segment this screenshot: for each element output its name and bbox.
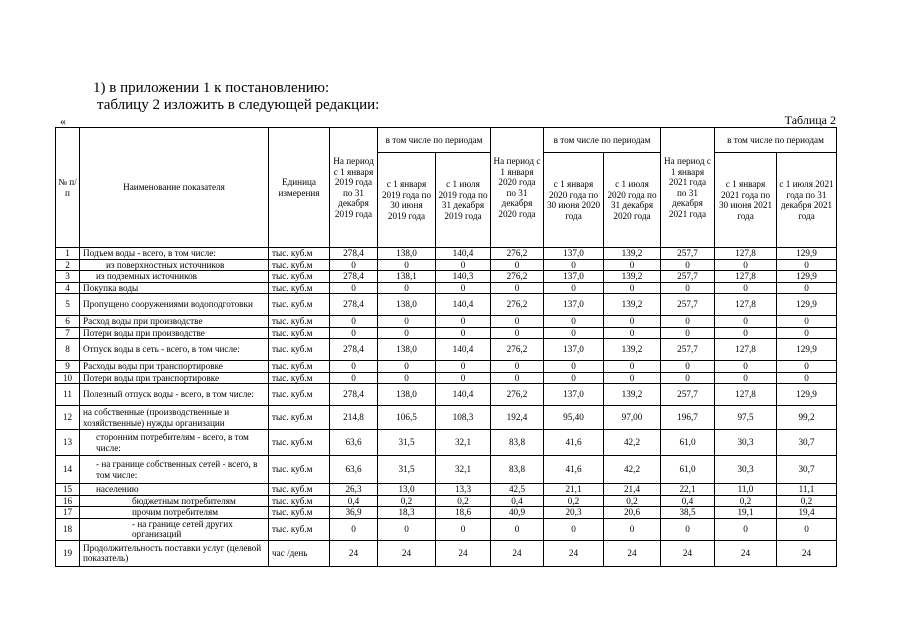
row-value: 127,8 <box>715 339 777 361</box>
row-value: 32,1 <box>436 430 491 456</box>
row-number: 10 <box>56 372 80 384</box>
row-value: 196,7 <box>661 406 715 430</box>
row-value: 0 <box>544 259 604 271</box>
row-value: 0 <box>491 361 544 373</box>
row-value: 24 <box>604 540 661 566</box>
row-unit: тыс. куб.м <box>269 327 330 339</box>
row-number: 12 <box>56 406 80 430</box>
row-value: 0 <box>436 259 491 271</box>
row-value: 97,00 <box>604 406 661 430</box>
row-value: 0 <box>436 316 491 328</box>
row-value: 140,4 <box>436 294 491 316</box>
row-value: 0 <box>604 361 661 373</box>
row-value: 0 <box>436 361 491 373</box>
row-name: из подземных источников <box>80 271 269 283</box>
row-unit: тыс. куб.м <box>269 316 330 328</box>
row-value: 24 <box>544 540 604 566</box>
row-name: Отпуск воды в сеть - всего, в том числе: <box>80 339 269 361</box>
row-number: 6 <box>56 316 80 328</box>
row-value: 42,2 <box>604 430 661 456</box>
table-row <box>56 282 837 294</box>
row-value: 0 <box>491 518 544 540</box>
row-value: 99,2 <box>777 406 837 430</box>
row-unit: тыс. куб.м <box>269 495 330 507</box>
row-value: 0,4 <box>661 495 715 507</box>
row-value: 0 <box>330 361 378 373</box>
row-name: бюджетным потребителям <box>80 495 269 507</box>
row-name: - на границе сетей других организаций <box>80 518 269 540</box>
row-value: 13,0 <box>378 484 436 496</box>
row-value: 0,2 <box>777 495 837 507</box>
row-value: 137,0 <box>544 339 604 361</box>
row-value: 140,4 <box>436 384 491 406</box>
row-value: 36,9 <box>330 507 378 519</box>
header-name: Наименование показателя <box>80 128 269 248</box>
row-value: 257,7 <box>661 339 715 361</box>
row-value: 24 <box>378 540 436 566</box>
row-unit: тыс. куб.м <box>269 361 330 373</box>
row-value: 0 <box>491 282 544 294</box>
row-value: 0 <box>604 372 661 384</box>
row-value: 63,6 <box>330 456 378 484</box>
table-row <box>56 248 837 260</box>
row-value: 0 <box>491 259 544 271</box>
row-name: - на границе собственных сетей - всего, в том числе: <box>80 456 269 484</box>
row-value: 127,8 <box>715 271 777 283</box>
row-value: 0 <box>436 372 491 384</box>
row-value: 0 <box>491 316 544 328</box>
row-value: 30,3 <box>715 456 777 484</box>
row-number: 16 <box>56 495 80 507</box>
row-value: 138,0 <box>378 248 436 260</box>
row-value: 276,2 <box>491 271 544 283</box>
row-value: 0 <box>715 327 777 339</box>
row-value: 0 <box>378 327 436 339</box>
table-row <box>56 456 837 484</box>
row-name: Расход воды при производстве <box>80 316 269 328</box>
header-h2-2021: с 1 июля 2021 года по 31 декабря 2021 года <box>777 153 837 248</box>
row-value: 0,4 <box>330 495 378 507</box>
table-row <box>56 495 837 507</box>
row-value: 278,4 <box>330 294 378 316</box>
row-value: 108,3 <box>436 406 491 430</box>
row-value: 20,6 <box>604 507 661 519</box>
table-row <box>56 327 837 339</box>
row-value: 0 <box>604 518 661 540</box>
row-value: 97,5 <box>715 406 777 430</box>
row-value: 0 <box>715 316 777 328</box>
row-unit: тыс. куб.м <box>269 339 330 361</box>
row-unit: тыс. куб.м <box>269 456 330 484</box>
row-name: населению <box>80 484 269 496</box>
row-value: 138,0 <box>378 339 436 361</box>
row-number: 18 <box>56 518 80 540</box>
row-value: 83,8 <box>491 430 544 456</box>
row-value: 24 <box>330 540 378 566</box>
row-name: Полезный отпуск воды - всего, в том числе: <box>80 384 269 406</box>
row-value: 0 <box>378 372 436 384</box>
row-value: 0,2 <box>436 495 491 507</box>
row-value: 32,1 <box>436 456 491 484</box>
row-unit: час /день <box>269 540 330 566</box>
row-number: 5 <box>56 294 80 316</box>
row-value: 0 <box>604 316 661 328</box>
row-value: 276,2 <box>491 384 544 406</box>
table-caption: Таблица 2 <box>784 113 836 127</box>
row-name: сторонним потребителям - всего, в том числе: <box>80 430 269 456</box>
row-number: 2 <box>56 259 80 271</box>
row-value: 138,1 <box>378 271 436 283</box>
row-value: 21,1 <box>544 484 604 496</box>
row-value: 0 <box>777 316 837 328</box>
table-row <box>56 518 837 540</box>
row-name: Покупка воды <box>80 282 269 294</box>
row-value: 137,0 <box>544 384 604 406</box>
row-value: 0 <box>544 372 604 384</box>
row-value: 0 <box>544 282 604 294</box>
row-value: 0 <box>378 518 436 540</box>
row-value: 257,7 <box>661 294 715 316</box>
row-value: 139,2 <box>604 384 661 406</box>
row-unit: тыс. куб.м <box>269 271 330 283</box>
row-value: 0 <box>330 327 378 339</box>
row-value: 139,2 <box>604 294 661 316</box>
row-value: 42,2 <box>604 456 661 484</box>
row-value: 138,0 <box>378 384 436 406</box>
row-value: 127,8 <box>715 248 777 260</box>
row-value: 19,4 <box>777 507 837 519</box>
indicators-table <box>55 127 837 567</box>
row-value: 192,4 <box>491 406 544 430</box>
row-value: 139,2 <box>604 271 661 283</box>
row-value: 0 <box>777 518 837 540</box>
row-number: 13 <box>56 430 80 456</box>
row-value: 0,2 <box>604 495 661 507</box>
row-value: 11,0 <box>715 484 777 496</box>
row-value: 0 <box>330 259 378 271</box>
header-unit: Единица измерения <box>269 128 330 248</box>
header-incl-2019: в том числе по периодам <box>378 128 491 153</box>
header-period-2019: На период с 1 января 2019 года по 31 декабря 2019 года <box>330 128 378 248</box>
row-value: 38,5 <box>661 507 715 519</box>
row-value: 276,2 <box>491 294 544 316</box>
row-unit: тыс. куб.м <box>269 294 330 316</box>
header-h1-2019: с 1 января 2019 года по 30 июня 2019 года <box>378 153 436 248</box>
table-row <box>56 384 837 406</box>
row-number: 15 <box>56 484 80 496</box>
row-value: 18,3 <box>378 507 436 519</box>
row-number: 11 <box>56 384 80 406</box>
row-value: 0 <box>378 316 436 328</box>
header-h1-2021: с 1 января 2021 года по 30 июня 2021 года <box>715 153 777 248</box>
row-value: 139,2 <box>604 339 661 361</box>
row-value: 139,2 <box>604 248 661 260</box>
row-value: 0 <box>715 361 777 373</box>
table-row <box>56 259 837 271</box>
row-value: 0 <box>715 259 777 271</box>
row-value: 0 <box>378 361 436 373</box>
row-number: 1 <box>56 248 80 260</box>
row-value: 0 <box>330 372 378 384</box>
row-value: 278,4 <box>330 339 378 361</box>
intro-line-2: таблицу 2 изложить в следующей редакции: <box>97 97 380 113</box>
row-value: 0 <box>330 316 378 328</box>
row-name: Подъем воды - всего, в том числе: <box>80 248 269 260</box>
row-value: 0 <box>436 518 491 540</box>
row-value: 137,0 <box>544 248 604 260</box>
row-number: 14 <box>56 456 80 484</box>
row-value: 22,1 <box>661 484 715 496</box>
row-unit: тыс. куб.м <box>269 248 330 260</box>
row-value: 20,3 <box>544 507 604 519</box>
row-value: 0 <box>661 259 715 271</box>
row-unit: тыс. куб.м <box>269 282 330 294</box>
table-row <box>56 339 837 361</box>
table-row <box>56 316 837 328</box>
row-value: 31,5 <box>378 456 436 484</box>
row-value: 40,9 <box>491 507 544 519</box>
row-number: 19 <box>56 540 80 566</box>
header-incl-2021: в том числе по периодам <box>715 128 837 153</box>
row-value: 42,5 <box>491 484 544 496</box>
row-value: 276,2 <box>491 339 544 361</box>
header-h2-2020: с 1 июля 2020 года по 31 декабря 2020 года <box>604 153 661 248</box>
row-value: 41,6 <box>544 430 604 456</box>
row-value: 83,8 <box>491 456 544 484</box>
row-value: 24 <box>491 540 544 566</box>
row-number: 9 <box>56 361 80 373</box>
row-number: 3 <box>56 271 80 283</box>
row-value: 0 <box>544 518 604 540</box>
row-value: 95,40 <box>544 406 604 430</box>
row-value: 0 <box>661 327 715 339</box>
row-value: 0 <box>378 282 436 294</box>
row-unit: тыс. куб.м <box>269 518 330 540</box>
row-name: из поверхностных источников <box>80 259 269 271</box>
row-value: 26,3 <box>330 484 378 496</box>
row-value: 276,2 <box>491 248 544 260</box>
row-value: 0 <box>378 259 436 271</box>
row-value: 129,9 <box>777 294 837 316</box>
table-row <box>56 361 837 373</box>
row-value: 0 <box>777 372 837 384</box>
row-value: 140,3 <box>436 271 491 283</box>
intro-text <box>93 80 379 114</box>
row-value: 11,1 <box>777 484 837 496</box>
row-value: 61,0 <box>661 456 715 484</box>
intro-line-1: 1) в приложении 1 к постановлению: <box>93 80 330 96</box>
row-value: 30,7 <box>777 456 837 484</box>
header-period-2020: На период с 1 января 2020 года по 31 декабря 2020 года <box>491 128 544 248</box>
row-value: 0 <box>330 518 378 540</box>
row-unit: тыс. куб.м <box>269 507 330 519</box>
row-value: 0,2 <box>544 495 604 507</box>
table-row <box>56 406 837 430</box>
row-value: 278,4 <box>330 248 378 260</box>
row-value: 138,0 <box>378 294 436 316</box>
table-body <box>56 248 837 567</box>
row-value: 137,0 <box>544 294 604 316</box>
row-value: 24 <box>777 540 837 566</box>
row-value: 127,8 <box>715 294 777 316</box>
row-value: 0 <box>777 259 837 271</box>
row-value: 30,3 <box>715 430 777 456</box>
row-value: 31,5 <box>378 430 436 456</box>
row-value: 24 <box>436 540 491 566</box>
row-value: 140,4 <box>436 248 491 260</box>
row-name: Потери воды при транспортировке <box>80 372 269 384</box>
row-name: Потери воды при производстве <box>80 327 269 339</box>
row-value: 140,4 <box>436 339 491 361</box>
table-row <box>56 372 837 384</box>
row-value: 0 <box>661 372 715 384</box>
row-name: Пропущено сооружениями водоподготовки <box>80 294 269 316</box>
row-unit: тыс. куб.м <box>269 406 330 430</box>
row-number: 8 <box>56 339 80 361</box>
row-value: 0,2 <box>715 495 777 507</box>
row-value: 127,8 <box>715 384 777 406</box>
row-value: 0 <box>544 327 604 339</box>
table-row <box>56 430 837 456</box>
header-period-2021: На период с 1 января 2021 года по 31 декабря 2021 года <box>661 128 715 248</box>
row-value: 257,7 <box>661 384 715 406</box>
row-value: 0 <box>491 372 544 384</box>
table-row <box>56 294 837 316</box>
header-h1-2020: с 1 января 2020 года по 30 июня 2020 года <box>544 153 604 248</box>
row-number: 7 <box>56 327 80 339</box>
row-value: 0 <box>330 282 378 294</box>
row-value: 278,4 <box>330 271 378 283</box>
table-row <box>56 507 837 519</box>
row-name: Расходы воды при транспортировке <box>80 361 269 373</box>
row-value: 24 <box>661 540 715 566</box>
row-value: 0 <box>715 518 777 540</box>
row-value: 0 <box>715 372 777 384</box>
row-unit: тыс. куб.м <box>269 372 330 384</box>
opening-quote-mark: « <box>60 114 66 128</box>
row-value: 63,6 <box>330 430 378 456</box>
row-value: 106,5 <box>378 406 436 430</box>
row-value: 61,0 <box>661 430 715 456</box>
row-unit: тыс. куб.м <box>269 384 330 406</box>
row-value: 0 <box>436 282 491 294</box>
row-value: 0 <box>544 316 604 328</box>
row-value: 0 <box>661 282 715 294</box>
row-value: 0 <box>544 361 604 373</box>
row-name: прочим потребителям <box>80 507 269 519</box>
table-row <box>56 271 837 283</box>
row-value: 129,9 <box>777 384 837 406</box>
row-value: 24 <box>715 540 777 566</box>
header-h2-2019: с 1 июля 2019 года по 31 декабря 2019 года <box>436 153 491 248</box>
row-value: 0 <box>436 327 491 339</box>
row-value: 0 <box>777 327 837 339</box>
row-value: 129,9 <box>777 339 837 361</box>
row-value: 18,6 <box>436 507 491 519</box>
row-value: 0 <box>661 316 715 328</box>
row-value: 0 <box>661 518 715 540</box>
row-value: 129,9 <box>777 271 837 283</box>
table-row <box>56 540 837 566</box>
row-name: Продолжительность поставки услуг (целевой показатель) <box>80 540 269 566</box>
row-value: 129,9 <box>777 248 837 260</box>
row-number: 4 <box>56 282 80 294</box>
row-name: на собственные (производственные и хозяйственные) нужды организации <box>80 406 269 430</box>
row-value: 0,4 <box>491 495 544 507</box>
row-value: 137,0 <box>544 271 604 283</box>
header-num: № п/п <box>56 128 80 248</box>
row-unit: тыс. куб.м <box>269 430 330 456</box>
row-value: 0 <box>715 282 777 294</box>
row-value: 0 <box>491 327 544 339</box>
row-value: 13,3 <box>436 484 491 496</box>
row-value: 257,7 <box>661 248 715 260</box>
header-incl-2020: в том числе по периодам <box>544 128 661 153</box>
row-unit: тыс. куб.м <box>269 484 330 496</box>
row-value: 0 <box>777 361 837 373</box>
row-number: 17 <box>56 507 80 519</box>
row-value: 214,8 <box>330 406 378 430</box>
row-value: 0 <box>661 361 715 373</box>
row-value: 0,2 <box>378 495 436 507</box>
row-value: 278,4 <box>330 384 378 406</box>
row-value: 19,1 <box>715 507 777 519</box>
row-value: 0 <box>604 327 661 339</box>
table-row <box>56 484 837 496</box>
row-value: 41,6 <box>544 456 604 484</box>
row-value: 0 <box>604 282 661 294</box>
row-unit: тыс. куб.м <box>269 259 330 271</box>
row-value: 21,4 <box>604 484 661 496</box>
row-value: 257,7 <box>661 271 715 283</box>
row-value: 0 <box>777 282 837 294</box>
row-value: 30,7 <box>777 430 837 456</box>
row-value: 0 <box>604 259 661 271</box>
